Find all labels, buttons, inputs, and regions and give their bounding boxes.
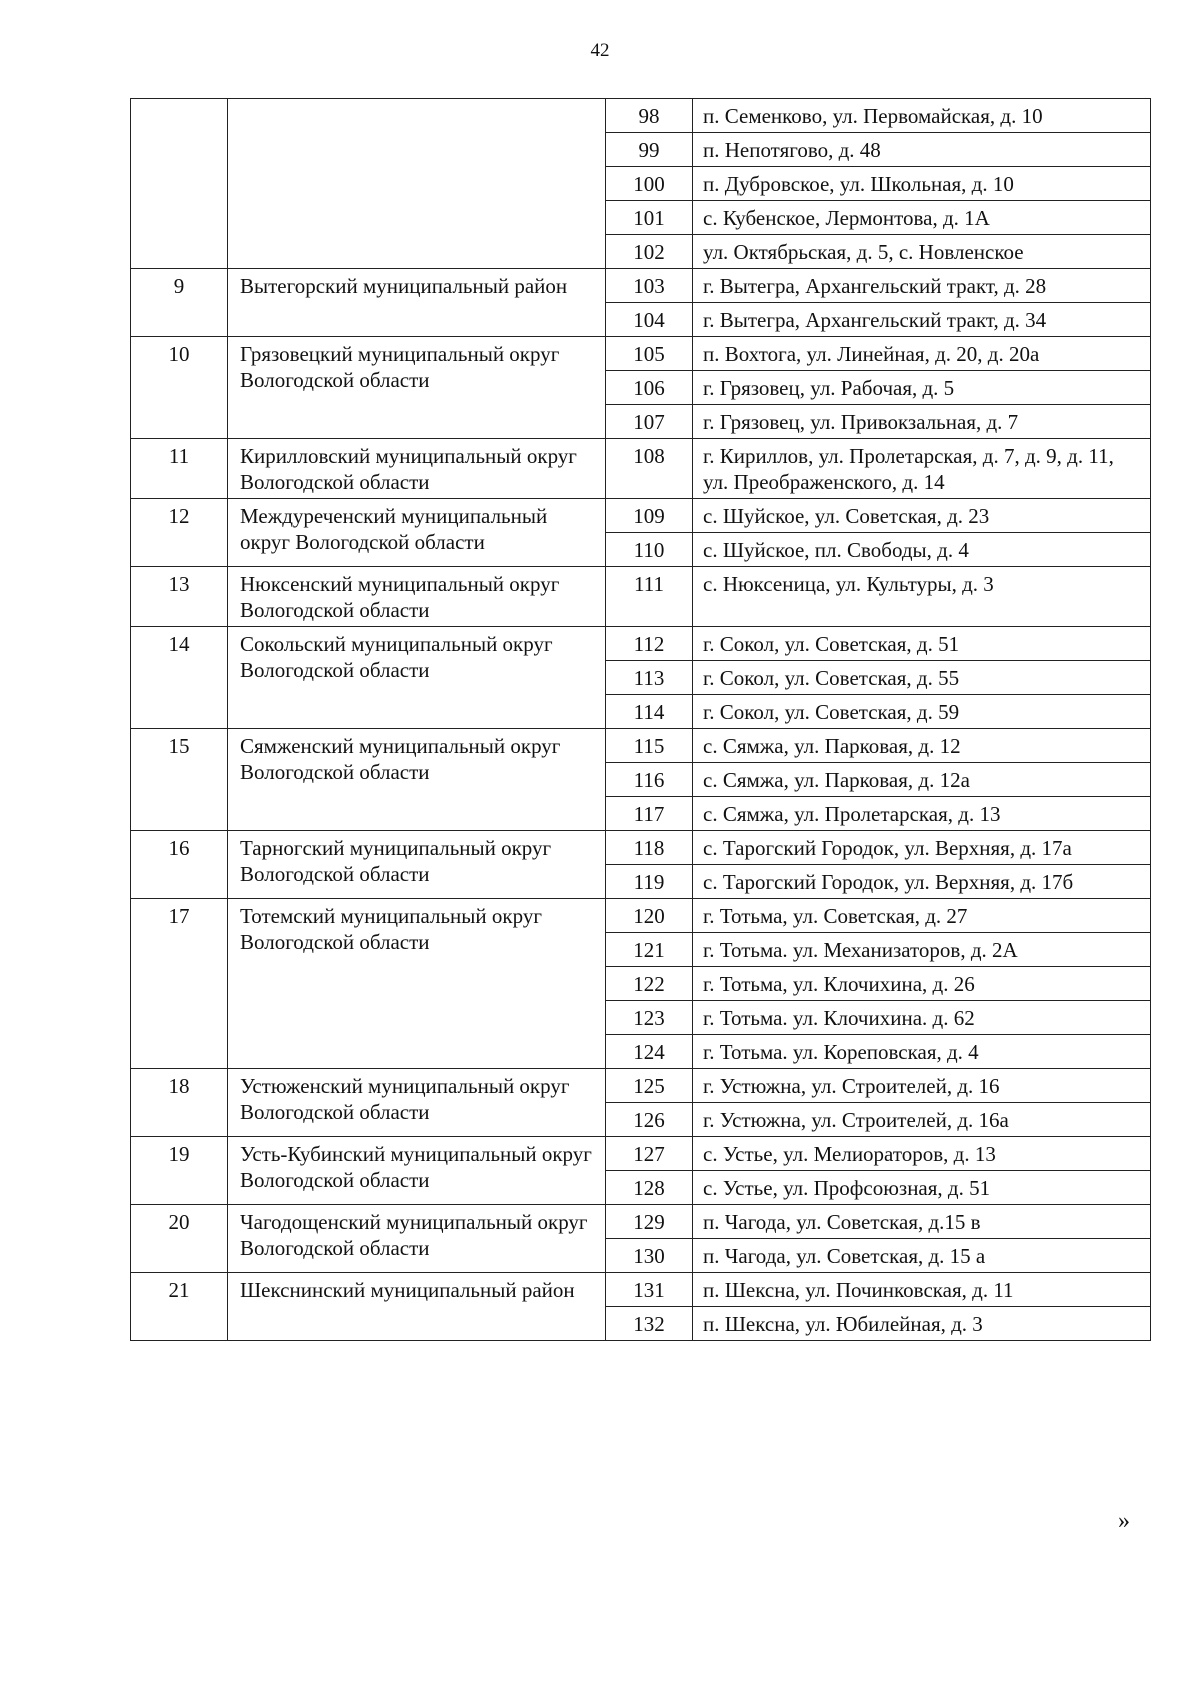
point-number: 124 xyxy=(606,1035,693,1069)
point-address: г. Сокол, ул. Советская, д. 51 xyxy=(693,627,1151,661)
district-number: 14 xyxy=(131,627,228,729)
point-address: с. Тарогский Городок, ул. Верхняя, д. 17б xyxy=(693,865,1151,899)
table-row xyxy=(131,567,1151,627)
point-number: 129 xyxy=(606,1205,693,1239)
district-number: 19 xyxy=(131,1137,228,1205)
table-row xyxy=(131,831,1151,865)
point-address: п. Шексна, ул. Юбилейная, д. 3 xyxy=(693,1307,1151,1341)
district-number: 18 xyxy=(131,1069,228,1137)
point-number: 103 xyxy=(606,269,693,303)
point-number: 131 xyxy=(606,1273,693,1307)
table-row xyxy=(131,1205,1151,1239)
district-name: Сямженский муниципальный округ Вологодской области xyxy=(228,729,606,831)
point-address: г. Вытегра, Архангельский тракт, д. 28 xyxy=(693,269,1151,303)
district-name: Чагодощенский муниципальный округ Вологодской области xyxy=(228,1205,606,1273)
point-number: 126 xyxy=(606,1103,693,1137)
point-address: п. Семенково, ул. Первомайская, д. 10 xyxy=(693,99,1151,133)
district-name: Вытегорский муниципальный район xyxy=(228,269,606,337)
point-address: г. Вытегра, Архангельский тракт, д. 34 xyxy=(693,303,1151,337)
district-name: Усть-Кубинский муниципальный округ Вологодской области xyxy=(228,1137,606,1205)
point-address: г. Кириллов, ул. Пролетарская, д. 7, д. 9, д. 11, ул. Преображенского, д. 14 xyxy=(693,439,1151,499)
point-address: г. Сокол, ул. Советская, д. 59 xyxy=(693,695,1151,729)
district-name: Грязовецкий муниципальный округ Вологодской области xyxy=(228,337,606,439)
table-row xyxy=(131,1273,1151,1307)
point-address: с. Сямжа, ул. Пролетарская, д. 13 xyxy=(693,797,1151,831)
table-row xyxy=(131,269,1151,303)
district-number: 16 xyxy=(131,831,228,899)
point-number: 130 xyxy=(606,1239,693,1273)
point-address: г. Устюжна, ул. Строителей, д. 16а xyxy=(693,1103,1151,1137)
point-address: г. Тотьма. ул. Клочихина. д. 62 xyxy=(693,1001,1151,1035)
point-number: 118 xyxy=(606,831,693,865)
district-number: 9 xyxy=(131,269,228,337)
district-number: 13 xyxy=(131,567,228,627)
point-address: г. Тотьма, ул. Клочихина, д. 26 xyxy=(693,967,1151,1001)
point-address: г. Тотьма. ул. Механизаторов, д. 2А xyxy=(693,933,1151,967)
point-number: 122 xyxy=(606,967,693,1001)
point-number: 102 xyxy=(606,235,693,269)
district-number: 17 xyxy=(131,899,228,1069)
district-name: Сокольский муниципальный округ Вологодской области xyxy=(228,627,606,729)
point-number: 121 xyxy=(606,933,693,967)
table-row xyxy=(131,729,1151,763)
point-address: с. Шуйское, ул. Советская, д. 23 xyxy=(693,499,1151,533)
point-number: 100 xyxy=(606,167,693,201)
point-number: 104 xyxy=(606,303,693,337)
point-number: 113 xyxy=(606,661,693,695)
point-number: 125 xyxy=(606,1069,693,1103)
point-address: п. Вохтога, ул. Линейная, д. 20, д. 20а xyxy=(693,337,1151,371)
district-number: 15 xyxy=(131,729,228,831)
point-number: 106 xyxy=(606,371,693,405)
point-address: г. Тотьма. ул. Кореповская, д. 4 xyxy=(693,1035,1151,1069)
point-address: п. Шексна, ул. Починковская, д. 11 xyxy=(693,1273,1151,1307)
district-number: 10 xyxy=(131,337,228,439)
point-address: г. Тотьма, ул. Советская, д. 27 xyxy=(693,899,1151,933)
point-address: с. Нюксеница, ул. Культуры, д. 3 xyxy=(693,567,1151,627)
point-address: с. Сямжа, ул. Парковая, д. 12а xyxy=(693,763,1151,797)
district-name: Устюженский муниципальный округ Вологодской области xyxy=(228,1069,606,1137)
closing-quote: » xyxy=(1118,1508,1130,1534)
page-number: 42 xyxy=(590,40,610,61)
point-number: 109 xyxy=(606,499,693,533)
district-name: Тотемский муниципальный округ Вологодской области xyxy=(228,899,606,1069)
point-number: 112 xyxy=(606,627,693,661)
point-number: 111 xyxy=(606,567,693,627)
table-row xyxy=(131,499,1151,533)
table-row xyxy=(131,899,1151,933)
point-number: 101 xyxy=(606,201,693,235)
table-row xyxy=(131,99,1151,133)
table-row xyxy=(131,1137,1151,1171)
point-number: 117 xyxy=(606,797,693,831)
point-address: п. Чагода, ул. Советская, д. 15 а xyxy=(693,1239,1151,1273)
point-address: ул. Октябрьская, д. 5, с. Новленское xyxy=(693,235,1151,269)
point-number: 99 xyxy=(606,133,693,167)
point-address: г. Устюжна, ул. Строителей, д. 16 xyxy=(693,1069,1151,1103)
point-address: с. Устье, ул. Профсоюзная, д. 51 xyxy=(693,1171,1151,1205)
point-address: с. Тарогский Городок, ул. Верхняя, д. 17а xyxy=(693,831,1151,865)
point-address: с. Кубенское, Лермонтова, д. 1А xyxy=(693,201,1151,235)
district-number xyxy=(131,99,228,269)
point-number: 116 xyxy=(606,763,693,797)
point-number: 108 xyxy=(606,439,693,499)
polling-locations-table xyxy=(130,98,1151,1341)
district-name xyxy=(228,99,606,269)
point-address: п. Чагода, ул. Советская, д.15 в xyxy=(693,1205,1151,1239)
point-number: 123 xyxy=(606,1001,693,1035)
point-address: с. Сямжа, ул. Парковая, д. 12 xyxy=(693,729,1151,763)
table-row xyxy=(131,439,1151,499)
point-number: 132 xyxy=(606,1307,693,1341)
district-number: 21 xyxy=(131,1273,228,1341)
point-address: п. Дубровское, ул. Школьная, д. 10 xyxy=(693,167,1151,201)
point-number: 115 xyxy=(606,729,693,763)
point-address: г. Грязовец, ул. Привокзальная, д. 7 xyxy=(693,405,1151,439)
point-address: г. Грязовец, ул. Рабочая, д. 5 xyxy=(693,371,1151,405)
table-row xyxy=(131,627,1151,661)
district-name: Междуреченский муниципальный округ Вологодской области xyxy=(228,499,606,567)
table-row xyxy=(131,1069,1151,1103)
district-name: Кирилловский муниципальный округ Вологодской области xyxy=(228,439,606,499)
point-number: 105 xyxy=(606,337,693,371)
point-address: с. Шуйское, пл. Свободы, д. 4 xyxy=(693,533,1151,567)
district-number: 11 xyxy=(131,439,228,499)
point-number: 107 xyxy=(606,405,693,439)
district-name: Тарногский муниципальный округ Вологодской области xyxy=(228,831,606,899)
district-number: 12 xyxy=(131,499,228,567)
point-number: 127 xyxy=(606,1137,693,1171)
point-number: 128 xyxy=(606,1171,693,1205)
point-address: п. Непотягово, д. 48 xyxy=(693,133,1151,167)
point-number: 119 xyxy=(606,865,693,899)
district-number: 20 xyxy=(131,1205,228,1273)
point-number: 110 xyxy=(606,533,693,567)
table-body xyxy=(131,99,1151,1341)
table-row xyxy=(131,337,1151,371)
district-name: Нюксенский муниципальный округ Вологодской области xyxy=(228,567,606,627)
point-number: 98 xyxy=(606,99,693,133)
point-address: с. Устье, ул. Мелиораторов, д. 13 xyxy=(693,1137,1151,1171)
point-number: 114 xyxy=(606,695,693,729)
point-number: 120 xyxy=(606,899,693,933)
district-name: Шекснинский муниципальный район xyxy=(228,1273,606,1341)
point-address: г. Сокол, ул. Советская, д. 55 xyxy=(693,661,1151,695)
